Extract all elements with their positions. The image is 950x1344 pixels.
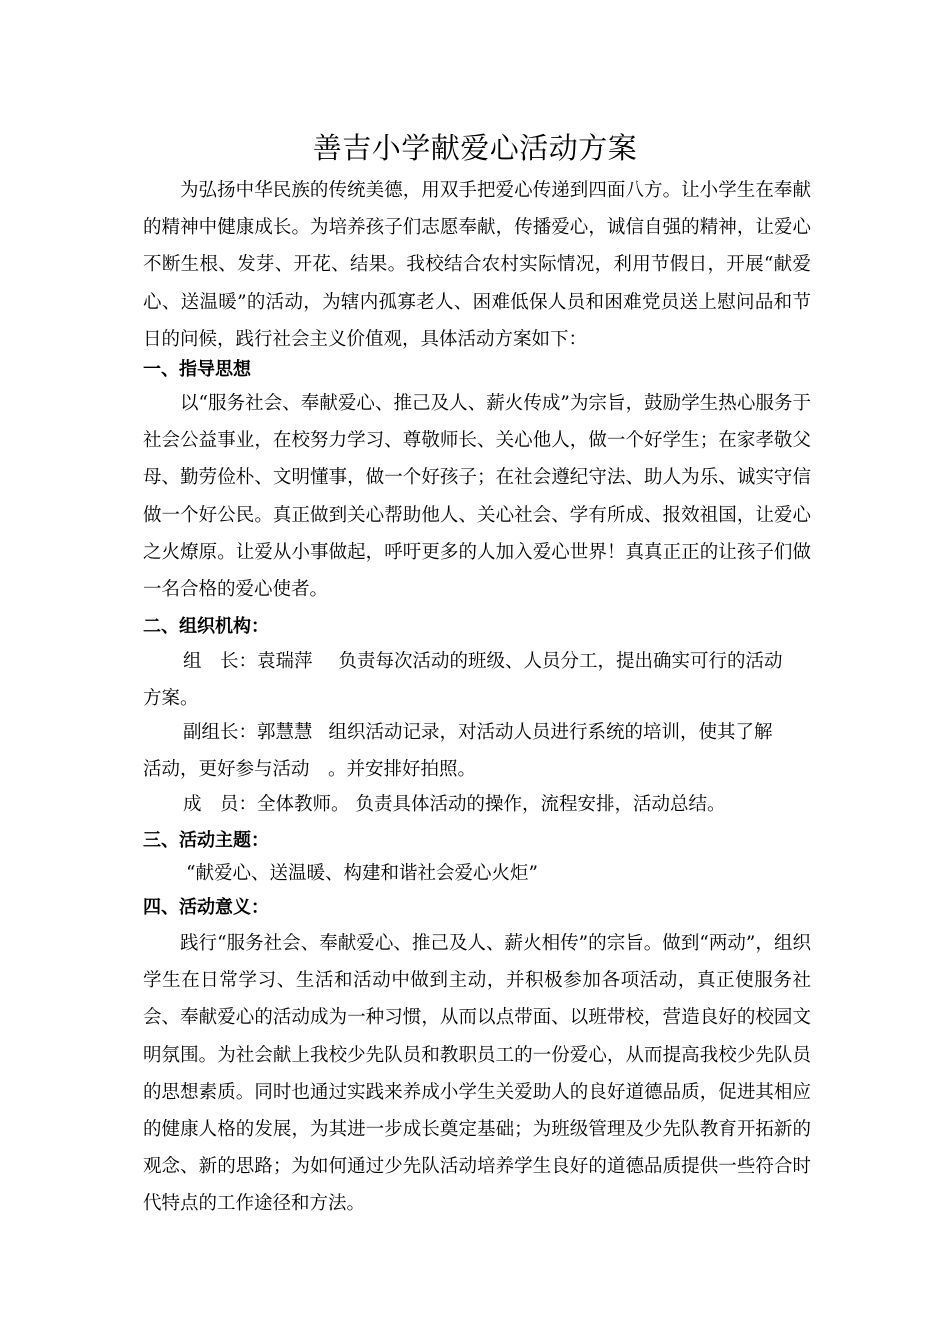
role-members: [143, 786, 811, 823]
role-description-continued: 方案。: [143, 688, 199, 709]
guiding-ideology-paragraph: 以“服务社会、奉献爱心、推己及人、薪火传成”为宗旨，鼓励学生热心服务于社会公益事业，在校努力学习、尊敬师长、关心他人，做一个好学生；在家孝敬父母、勤劳俭朴、文明懂事，做一个好孩子；在社会遵纪守法、助人为乐、诚实守信做一个好公民。真正做到关心帮助他人、关心社会、学有所成、报效祖国，让爱心之火燎原。让爱从小事做起，呼吁更多的人加入爱心世界！真真正正的让孩子们做一名合格的爱心使者。: [143, 393, 811, 601]
role-person: 全体教师。: [257, 794, 350, 815]
role-deputy-leader: [143, 714, 811, 788]
role-label: 副组长：: [183, 722, 258, 743]
role-leader: [143, 643, 811, 717]
role-person: 郭慧慧: [257, 722, 313, 743]
intro-paragraph: 为弘扬中华民族的传统美德，用双手把爱心传递到四面八方。让小学生在奉献的精神中健康成长。为培养孩子们志愿奉献，传播爱心，诚信自强的精神，让爱心不断生根、发芽、开花、结果。我校结合农村实际情况，利用节假日，开展“献爱心、送温暖”的活动，为辖内孤寡老人、困难低保人员和困难党员送上慰问品和节日的问候，践行社会主义价值观，具体活动方案如下：: [143, 180, 811, 350]
section-heading-organization: 二、组织机构：: [143, 616, 269, 637]
role-description: 负责每次活动的班级、人员分工，提出确实可行的活动: [338, 651, 783, 672]
theme-text: “献爱心、送温暖、构建和谐社会爱心火炬”: [186, 863, 538, 884]
role-description: 组织活动记录，对活动人员进行系统的培训，使其了解: [328, 722, 773, 743]
role-person: 袁瑞萍: [257, 651, 313, 672]
document-title: 善吉小学献爱心活动方案: [312, 131, 638, 165]
section-heading-significance: 四、活动意义：: [143, 897, 269, 918]
role-description: 负责具体活动的操作，流程安排，活动总结。: [355, 794, 726, 815]
section-heading-guiding-ideology: 一、指导思想: [143, 359, 251, 380]
role-label: 组 长：: [183, 651, 258, 672]
role-description-continued: 活动，更好参与活动 。并安排好拍照。: [143, 759, 477, 780]
section-heading-theme: 三、活动主题：: [143, 830, 269, 851]
significance-paragraph: 践行“服务社会、奉献爱心、推己及人、薪火相传”的宗旨。做到“两动”，组织学生在日常学习、生活和活动中做到主动，并积极参加各项活动，真正使服务社会、奉献爱心的活动成为一种习惯，从而以点带面、以班带校，营造良好的校园文明氛围。为社会献上我校少先队员和教职员工的一份爱心，从而提高我校少先队员的思想素质。同时也通过实践来养成小学生关爱助人的良好道德品质，促进其相应的健康人格的发展，为其进一步成长奠定基础；为班级管理及少先队教育开拓新的观念、新的思路；为如何通过少先队活动培养学生良好的道德品质提供一些符合时代特点的工作途径和方法。: [143, 933, 811, 1215]
role-label: 成 员：: [183, 794, 258, 815]
